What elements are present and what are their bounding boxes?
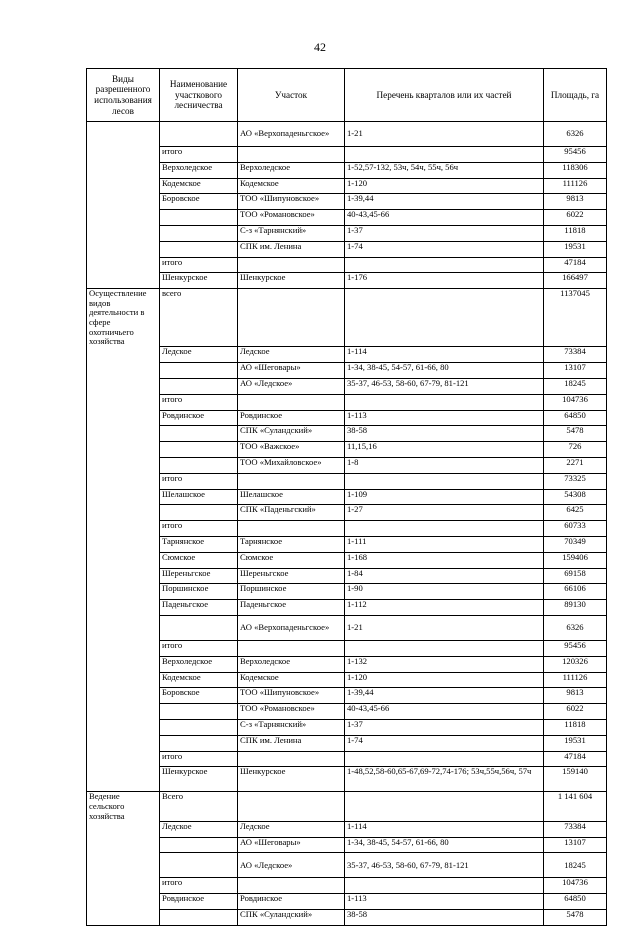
- quarters-cell: 1-114: [345, 347, 544, 363]
- table-row: [87, 600, 607, 616]
- plot-cell: Шенкурское: [238, 273, 345, 289]
- table-row: [87, 615, 607, 640]
- area-cell: 1137045: [544, 289, 607, 347]
- kind-cell: [87, 273, 160, 289]
- area-cell: 64850: [544, 410, 607, 426]
- area-cell: 120326: [544, 656, 607, 672]
- plot-cell: ТОО «Михайловское»: [238, 458, 345, 474]
- quarters-cell: 35-37, 46-53, 58-60, 67-79, 81-121: [345, 379, 544, 395]
- quarters-cell: 1-37: [345, 719, 544, 735]
- table-row: [87, 853, 607, 878]
- quarters-cell: 1-84: [345, 568, 544, 584]
- kind-cell: [87, 162, 160, 178]
- area-cell: 111126: [544, 178, 607, 194]
- area-cell: 11818: [544, 719, 607, 735]
- forestry-cell: [160, 426, 238, 442]
- quarters-cell: 1-109: [345, 489, 544, 505]
- area-cell: 9813: [544, 194, 607, 210]
- quarters-cell: [345, 751, 544, 767]
- forestry-cell: [160, 241, 238, 257]
- forestry-cell: Шереньгское: [160, 568, 238, 584]
- forestry-cell: Шенкурское: [160, 767, 238, 792]
- plot-cell: Паденьгское: [238, 600, 345, 616]
- quarters-cell: [345, 473, 544, 489]
- kind-cell: [87, 909, 160, 925]
- plot-cell: ТОО «Романовское»: [238, 210, 345, 226]
- table-row: [87, 719, 607, 735]
- table-row: [87, 656, 607, 672]
- forestry-cell: Ровдинское: [160, 894, 238, 910]
- quarters-cell: 1-39,44: [345, 194, 544, 210]
- quarters-cell: [345, 878, 544, 894]
- forestry-cell: Верхоледское: [160, 162, 238, 178]
- quarters-cell: 1-111: [345, 536, 544, 552]
- forestry-cell: [160, 719, 238, 735]
- forestry-cell: [160, 122, 238, 147]
- kind-cell: [87, 521, 160, 537]
- kind-cell: [87, 363, 160, 379]
- plot-cell: ТОО «Шипуновское»: [238, 194, 345, 210]
- plot-cell: Верхоледское: [238, 162, 345, 178]
- forestry-cell: Поршинское: [160, 584, 238, 600]
- quarters-cell: 1-74: [345, 241, 544, 257]
- plot-cell: [238, 257, 345, 273]
- plot-cell: Ледское: [238, 821, 345, 837]
- plot-cell: [238, 521, 345, 537]
- area-cell: 60733: [544, 521, 607, 537]
- forestry-cell: Сюмское: [160, 552, 238, 568]
- plot-cell: Ледское: [238, 347, 345, 363]
- table-row: [87, 894, 607, 910]
- table-row: [87, 704, 607, 720]
- quarters-cell: 40-43,45-66: [345, 704, 544, 720]
- area-cell: 159406: [544, 552, 607, 568]
- kind-cell: [87, 767, 160, 792]
- forestry-cell: Боровское: [160, 688, 238, 704]
- forestry-cell: [160, 704, 238, 720]
- area-cell: 66106: [544, 584, 607, 600]
- forestry-cell: Шелашское: [160, 489, 238, 505]
- area-cell: 19531: [544, 241, 607, 257]
- plot-cell: Сюмское: [238, 552, 345, 568]
- quarters-cell: 1-113: [345, 410, 544, 426]
- quarters-cell: 1-48,52,58-60,65-67,69-72,74-176; 53ч,55ч,56ч, 57ч: [345, 767, 544, 792]
- kind-cell: [87, 194, 160, 210]
- kind-cell: [87, 178, 160, 194]
- table-row: [87, 837, 607, 853]
- area-cell: 70349: [544, 536, 607, 552]
- area-cell: 111126: [544, 672, 607, 688]
- table-row: [87, 458, 607, 474]
- forestry-cell: Боровское: [160, 194, 238, 210]
- kind-cell: [87, 894, 160, 910]
- quarters-cell: [345, 147, 544, 163]
- forestry-cell: всего: [160, 289, 238, 347]
- kind-cell: [87, 719, 160, 735]
- quarters-cell: 38-58: [345, 426, 544, 442]
- area-cell: 5478: [544, 909, 607, 925]
- kind-cell: [87, 241, 160, 257]
- quarters-cell: 1-37: [345, 225, 544, 241]
- kind-cell: [87, 489, 160, 505]
- plot-cell: [238, 878, 345, 894]
- kind-cell: [87, 147, 160, 163]
- forestry-cell: итого: [160, 640, 238, 656]
- table-row: [87, 257, 607, 273]
- plot-cell: [238, 394, 345, 410]
- area-cell: 69158: [544, 568, 607, 584]
- area-cell: 6425: [544, 505, 607, 521]
- quarters-cell: [345, 289, 544, 347]
- table-row: [87, 640, 607, 656]
- forestry-cell: Ровдинское: [160, 410, 238, 426]
- area-cell: 89130: [544, 600, 607, 616]
- area-cell: 13107: [544, 363, 607, 379]
- quarters-cell: 1-52,57-132, 53ч, 54ч, 55ч, 56ч: [345, 162, 544, 178]
- plot-cell: [238, 473, 345, 489]
- forestry-cell: итого: [160, 751, 238, 767]
- area-cell: 1 141 604: [544, 792, 607, 821]
- kind-cell: [87, 458, 160, 474]
- plot-cell: СПК «Суландский»: [238, 909, 345, 925]
- forestry-cell: итого: [160, 257, 238, 273]
- plot-cell: С-з «Тарнянский»: [238, 225, 345, 241]
- quarters-cell: 1-21: [345, 615, 544, 640]
- table-row: [87, 584, 607, 600]
- plot-cell: АО «Шеговары»: [238, 363, 345, 379]
- plot-cell: Шенкурское: [238, 767, 345, 792]
- table-row: [87, 821, 607, 837]
- quarters-cell: 1-120: [345, 672, 544, 688]
- quarters-cell: 1-74: [345, 735, 544, 751]
- header-quarters: Перечень кварталов или их частей: [345, 69, 544, 122]
- quarters-cell: 1-176: [345, 273, 544, 289]
- quarters-cell: 1-21: [345, 122, 544, 147]
- plot-cell: С-з «Тарнянский»: [238, 719, 345, 735]
- area-cell: 9813: [544, 688, 607, 704]
- forestry-cell: [160, 458, 238, 474]
- forestry-cell: итого: [160, 147, 238, 163]
- plot-cell: Кодемское: [238, 672, 345, 688]
- plot-cell: [238, 640, 345, 656]
- forestry-cell: Кодемское: [160, 178, 238, 194]
- table-row: [87, 878, 607, 894]
- forestry-cell: [160, 505, 238, 521]
- plot-cell: Ровдинское: [238, 894, 345, 910]
- quarters-cell: [345, 521, 544, 537]
- area-cell: 5478: [544, 426, 607, 442]
- plot-cell: Шереньгское: [238, 568, 345, 584]
- table-row: [87, 162, 607, 178]
- area-cell: 11818: [544, 225, 607, 241]
- kind-cell: [87, 505, 160, 521]
- table-row: [87, 735, 607, 751]
- plot-cell: Верхоледское: [238, 656, 345, 672]
- table-row: [87, 426, 607, 442]
- table-row: [87, 122, 607, 147]
- quarters-cell: 1-168: [345, 552, 544, 568]
- area-cell: 95456: [544, 147, 607, 163]
- table-row: [87, 379, 607, 395]
- forestry-cell: итого: [160, 878, 238, 894]
- forestry-cell: итого: [160, 394, 238, 410]
- forestry-cell: [160, 837, 238, 853]
- kind-cell: [87, 568, 160, 584]
- quarters-cell: 1-27: [345, 505, 544, 521]
- kind-cell: [87, 379, 160, 395]
- kind-cell: [87, 584, 160, 600]
- kind-cell: [87, 688, 160, 704]
- kind-cell: [87, 122, 160, 147]
- forestry-cell: Всего: [160, 792, 238, 821]
- plot-cell: ТОО «Романовское»: [238, 704, 345, 720]
- forestry-cell: Тарнянское: [160, 536, 238, 552]
- header-area: Площадь, га: [544, 69, 607, 122]
- plot-cell: [238, 289, 345, 347]
- plot-cell: [238, 751, 345, 767]
- table-body: [87, 122, 607, 926]
- plot-cell: ТОО «Важское»: [238, 442, 345, 458]
- table-row: [87, 536, 607, 552]
- table-row: [87, 147, 607, 163]
- area-cell: 2271: [544, 458, 607, 474]
- kind-cell: [87, 410, 160, 426]
- table-row: [87, 394, 607, 410]
- forestry-cell: [160, 379, 238, 395]
- plot-cell: Шелашское: [238, 489, 345, 505]
- area-cell: 159140: [544, 767, 607, 792]
- table-header-row: [87, 69, 607, 122]
- area-cell: 104736: [544, 878, 607, 894]
- header-forestry: Наименование участкового лесничества: [160, 69, 238, 122]
- kind-cell: [87, 394, 160, 410]
- table-row: [87, 568, 607, 584]
- kind-cell: [87, 821, 160, 837]
- plot-cell: [238, 147, 345, 163]
- forestry-cell: Ледское: [160, 821, 238, 837]
- table-row: [87, 688, 607, 704]
- forestry-cell: [160, 210, 238, 226]
- area-cell: 64850: [544, 894, 607, 910]
- table-row: [87, 273, 607, 289]
- table-row: [87, 347, 607, 363]
- kind-cell: [87, 615, 160, 640]
- kind-cell: [87, 552, 160, 568]
- area-cell: 104736: [544, 394, 607, 410]
- table-row: [87, 363, 607, 379]
- header-kind: Виды разрешенного использования лесов: [87, 69, 160, 122]
- forestry-cell: Ледское: [160, 347, 238, 363]
- plot-cell: СПК им. Ленина: [238, 735, 345, 751]
- table-row: [87, 552, 607, 568]
- kind-cell: [87, 426, 160, 442]
- forestry-cell: итого: [160, 521, 238, 537]
- table-row: [87, 210, 607, 226]
- area-cell: 19531: [544, 735, 607, 751]
- area-cell: 6022: [544, 704, 607, 720]
- quarters-cell: 1-8: [345, 458, 544, 474]
- table-row: [87, 473, 607, 489]
- kind-cell: [87, 473, 160, 489]
- quarters-cell: [345, 792, 544, 821]
- table-row: [87, 521, 607, 537]
- plot-cell: СПК «Суландский»: [238, 426, 345, 442]
- table-row: [87, 792, 607, 821]
- table-row: [87, 410, 607, 426]
- kind-cell: [87, 442, 160, 458]
- kind-cell: [87, 257, 160, 273]
- kind-cell: [87, 640, 160, 656]
- kind-cell: [87, 347, 160, 363]
- kind-cell: [87, 672, 160, 688]
- header-plot: Участок: [238, 69, 345, 122]
- forestry-cell: [160, 363, 238, 379]
- table-row: [87, 909, 607, 925]
- quarters-cell: [345, 257, 544, 273]
- kind-cell: [87, 600, 160, 616]
- area-cell: 73325: [544, 473, 607, 489]
- forestry-cell: Паденьгское: [160, 600, 238, 616]
- forestry-cell: [160, 909, 238, 925]
- table-row: [87, 672, 607, 688]
- plot-cell: [238, 792, 345, 821]
- plot-cell: Кодемское: [238, 178, 345, 194]
- area-cell: 6022: [544, 210, 607, 226]
- kind-cell: [87, 704, 160, 720]
- quarters-cell: 1-39,44: [345, 688, 544, 704]
- quarters-cell: 1-112: [345, 600, 544, 616]
- plot-cell: ТОО «Шипуновское»: [238, 688, 345, 704]
- forest-use-table: [86, 68, 607, 926]
- kind-cell: [87, 751, 160, 767]
- kind-cell: [87, 656, 160, 672]
- quarters-cell: 1-90: [345, 584, 544, 600]
- table-row: [87, 442, 607, 458]
- quarters-cell: 40-43,45-66: [345, 210, 544, 226]
- kind-cell: [87, 536, 160, 552]
- area-cell: 95456: [544, 640, 607, 656]
- quarters-cell: [345, 394, 544, 410]
- plot-cell: Тарнянское: [238, 536, 345, 552]
- kind-cell: [87, 735, 160, 751]
- forestry-cell: [160, 615, 238, 640]
- kind-cell: Осуществление видов деятельности в сфере охотничьего хозяйства: [87, 289, 160, 347]
- area-cell: 18245: [544, 853, 607, 878]
- plot-cell: Поршинское: [238, 584, 345, 600]
- forestry-cell: итого: [160, 473, 238, 489]
- area-cell: 73384: [544, 821, 607, 837]
- plot-cell: АО «Верхопаденьгское»: [238, 122, 345, 147]
- forestry-cell: Верхоледское: [160, 656, 238, 672]
- quarters-cell: [345, 640, 544, 656]
- kind-cell: [87, 225, 160, 241]
- kind-cell: [87, 210, 160, 226]
- plot-cell: СПК «Паденьгский»: [238, 505, 345, 521]
- kind-cell: [87, 853, 160, 878]
- kind-cell: Ведение сельского хозяйства: [87, 792, 160, 821]
- area-cell: 166497: [544, 273, 607, 289]
- table-row: [87, 194, 607, 210]
- quarters-cell: 1-113: [345, 894, 544, 910]
- plot-cell: СПК им. Ленина: [238, 241, 345, 257]
- kind-cell: [87, 878, 160, 894]
- quarters-cell: 35-37, 46-53, 58-60, 67-79, 81-121: [345, 853, 544, 878]
- table-row: [87, 489, 607, 505]
- area-cell: 18245: [544, 379, 607, 395]
- area-cell: 73384: [544, 347, 607, 363]
- forestry-cell: [160, 442, 238, 458]
- forestry-cell: Шенкурское: [160, 273, 238, 289]
- area-cell: 6326: [544, 122, 607, 147]
- forestry-cell: [160, 853, 238, 878]
- forestry-cell: Кодемское: [160, 672, 238, 688]
- quarters-cell: 1-114: [345, 821, 544, 837]
- area-cell: 47184: [544, 751, 607, 767]
- area-cell: 6326: [544, 615, 607, 640]
- table-row: [87, 241, 607, 257]
- quarters-cell: 1-120: [345, 178, 544, 194]
- quarters-cell: 1-34, 38-45, 54-57, 61-66, 80: [345, 363, 544, 379]
- table-row: [87, 505, 607, 521]
- plot-cell: АО «Верхопаденьгское»: [238, 615, 345, 640]
- quarters-cell: 1-34, 38-45, 54-57, 61-66, 80: [345, 837, 544, 853]
- plot-cell: АО «Ледское»: [238, 853, 345, 878]
- table-row: [87, 767, 607, 792]
- forestry-cell: [160, 225, 238, 241]
- table-row: [87, 751, 607, 767]
- plot-cell: АО «Ледское»: [238, 379, 345, 395]
- quarters-cell: 38-58: [345, 909, 544, 925]
- plot-cell: АО «Шеговары»: [238, 837, 345, 853]
- table-row: [87, 178, 607, 194]
- page-number: 42: [314, 40, 326, 54]
- forestry-cell: [160, 735, 238, 751]
- quarters-cell: 1-132: [345, 656, 544, 672]
- table-row: [87, 225, 607, 241]
- area-cell: 13107: [544, 837, 607, 853]
- plot-cell: Ровдинское: [238, 410, 345, 426]
- area-cell: 726: [544, 442, 607, 458]
- kind-cell: [87, 837, 160, 853]
- area-cell: 54308: [544, 489, 607, 505]
- table-row: [87, 289, 607, 347]
- area-cell: 118306: [544, 162, 607, 178]
- quarters-cell: 11,15,16: [345, 442, 544, 458]
- area-cell: 47184: [544, 257, 607, 273]
